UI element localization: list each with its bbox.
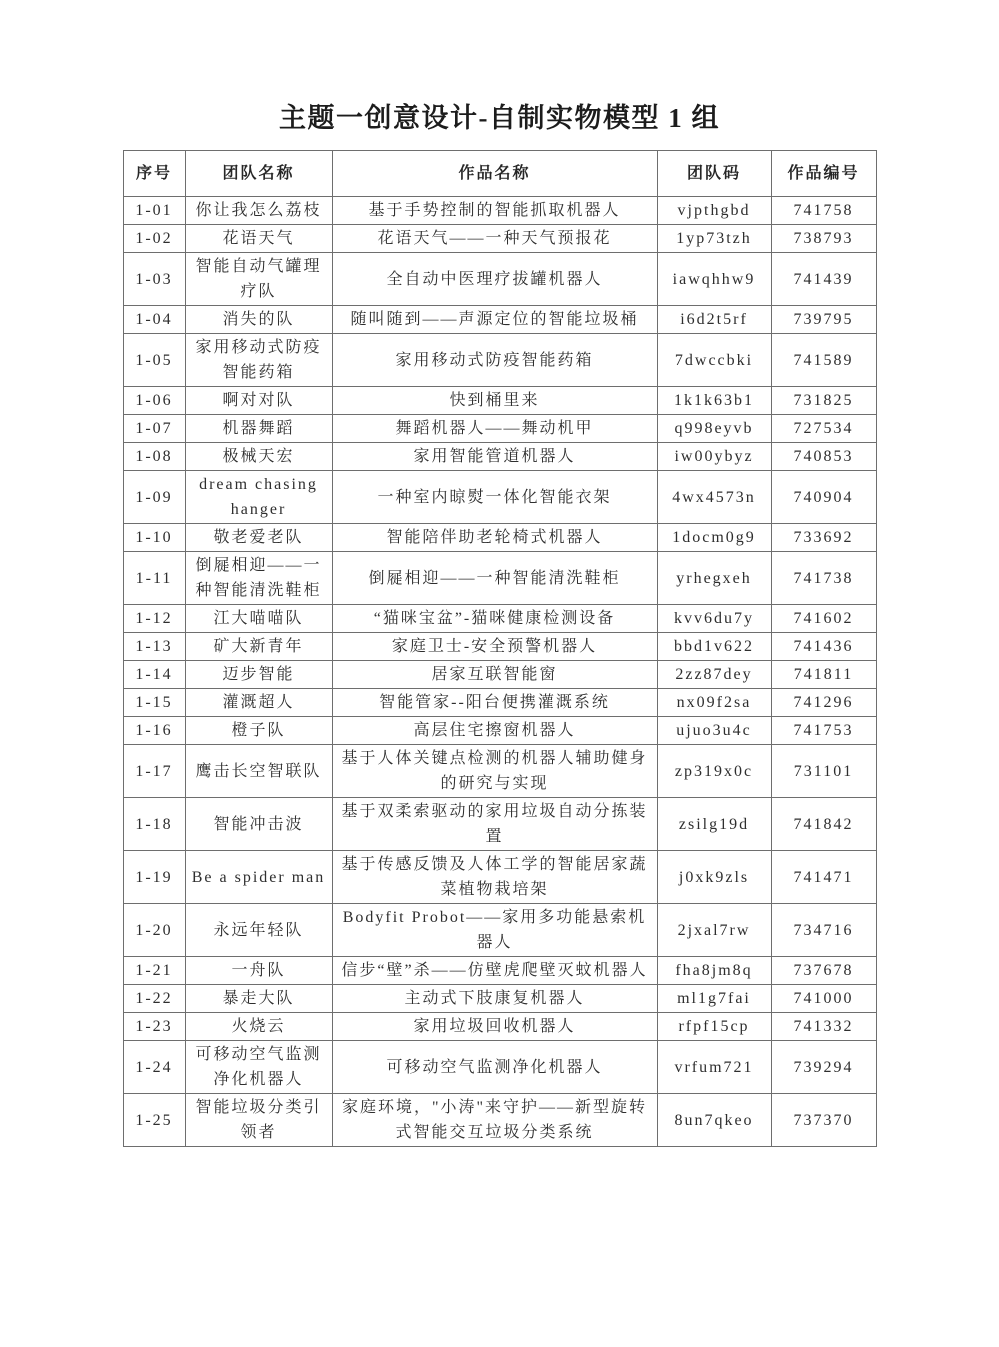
- cell-team-name: 鹰击长空智联队: [185, 745, 332, 798]
- cell-serial-number: 1-15: [123, 689, 185, 717]
- cell-work-number: 733692: [771, 524, 876, 552]
- cell-team-code: zp319x0c: [657, 745, 771, 798]
- cell-work-name: 信步“壁”杀——仿壁虎爬壁灭蚊机器人: [332, 957, 657, 985]
- cell-work-name: 全自动中医理疗拔罐机器人: [332, 253, 657, 306]
- cell-work-number: 741602: [771, 605, 876, 633]
- cell-team-name: 迈步智能: [185, 661, 332, 689]
- table-row: [123, 689, 876, 717]
- cell-serial-number: 1-09: [123, 471, 185, 524]
- cell-serial-number: 1-20: [123, 904, 185, 957]
- cell-work-name: 可移动空气监测净化机器人: [332, 1041, 657, 1094]
- cell-team-code: fha8jm8q: [657, 957, 771, 985]
- table-row: [123, 552, 876, 605]
- cell-work-name: 主动式下肢康复机器人: [332, 985, 657, 1013]
- cell-team-code: ujuo3u4c: [657, 717, 771, 745]
- cell-serial-number: 1-08: [123, 443, 185, 471]
- cell-serial-number: 1-12: [123, 605, 185, 633]
- cell-work-name: 基于传感反馈及人体工学的智能居家蔬菜植物栽培架: [332, 851, 657, 904]
- works-table: [123, 150, 877, 1147]
- cell-serial-number: 1-07: [123, 415, 185, 443]
- table-row: [123, 225, 876, 253]
- cell-work-number: 741811: [771, 661, 876, 689]
- cell-team-code: 4wx4573n: [657, 471, 771, 524]
- table-row: [123, 633, 876, 661]
- cell-work-name: Bodyfit Probot——家用多功能悬索机器人: [332, 904, 657, 957]
- cell-team-name: 啊对对队: [185, 387, 332, 415]
- header-work-number: 作品编号: [771, 151, 876, 197]
- cell-serial-number: 1-18: [123, 798, 185, 851]
- cell-team-code: iw00ybyz: [657, 443, 771, 471]
- table-row: [123, 661, 876, 689]
- table-header-row: [123, 151, 876, 197]
- cell-work-number: 737678: [771, 957, 876, 985]
- cell-team-name: 智能自动气罐理疗队: [185, 253, 332, 306]
- cell-serial-number: 1-16: [123, 717, 185, 745]
- cell-team-code: j0xk9zls: [657, 851, 771, 904]
- cell-team-code: 2jxal7rw: [657, 904, 771, 957]
- cell-work-number: 741296: [771, 689, 876, 717]
- cell-serial-number: 1-25: [123, 1094, 185, 1147]
- table-row: [123, 957, 876, 985]
- cell-serial-number: 1-06: [123, 387, 185, 415]
- cell-serial-number: 1-02: [123, 225, 185, 253]
- table-row: [123, 253, 876, 306]
- table-row: [123, 524, 876, 552]
- cell-work-name: 倒屣相迎——一种智能清洗鞋柜: [332, 552, 657, 605]
- cell-work-name: 家庭环境，"小涛"来守护——新型旋转式智能交互垃圾分类系统: [332, 1094, 657, 1147]
- cell-work-number: 731825: [771, 387, 876, 415]
- cell-team-code: 8un7qkeo: [657, 1094, 771, 1147]
- cell-work-name: 智能陪伴助老轮椅式机器人: [332, 524, 657, 552]
- cell-team-code: nx09f2sa: [657, 689, 771, 717]
- cell-work-number: 740853: [771, 443, 876, 471]
- cell-work-name: 花语天气——一种天气预报花: [332, 225, 657, 253]
- cell-work-number: 741332: [771, 1013, 876, 1041]
- header-work-name: 作品名称: [332, 151, 657, 197]
- cell-team-name: 机器舞蹈: [185, 415, 332, 443]
- cell-work-name: 智能管家--阳台便携灌溉系统: [332, 689, 657, 717]
- cell-team-code: kvv6du7y: [657, 605, 771, 633]
- table-row: [123, 471, 876, 524]
- page-title: 主题一创意设计-自制实物模型 1 组: [279, 103, 720, 133]
- cell-serial-number: 1-03: [123, 253, 185, 306]
- cell-work-name: 家庭卫士-安全预警机器人: [332, 633, 657, 661]
- table-row: [123, 1094, 876, 1147]
- cell-team-code: 1k1k63b1: [657, 387, 771, 415]
- cell-team-code: vjpthgbd: [657, 197, 771, 225]
- cell-work-number: 741436: [771, 633, 876, 661]
- cell-team-code: i6d2t5rf: [657, 306, 771, 334]
- cell-serial-number: 1-23: [123, 1013, 185, 1041]
- cell-work-name: 基于手势控制的智能抓取机器人: [332, 197, 657, 225]
- cell-serial-number: 1-19: [123, 851, 185, 904]
- cell-serial-number: 1-04: [123, 306, 185, 334]
- cell-team-name: 可移动空气监测净化机器人: [185, 1041, 332, 1094]
- cell-team-code: ml1g7fai: [657, 985, 771, 1013]
- table-row: [123, 306, 876, 334]
- cell-team-code: 1yp73tzh: [657, 225, 771, 253]
- cell-serial-number: 1-17: [123, 745, 185, 798]
- cell-work-name: 家用移动式防疫智能药箱: [332, 334, 657, 387]
- cell-serial-number: 1-05: [123, 334, 185, 387]
- cell-work-name: “猫咪宝盆”-猫咪健康检测设备: [332, 605, 657, 633]
- cell-work-number: 740904: [771, 471, 876, 524]
- cell-work-name: 高层住宅擦窗机器人: [332, 717, 657, 745]
- cell-team-name: 江大喵喵队: [185, 605, 332, 633]
- cell-work-number: 739294: [771, 1041, 876, 1094]
- table-row: [123, 197, 876, 225]
- cell-serial-number: 1-21: [123, 957, 185, 985]
- cell-team-code: zsilg19d: [657, 798, 771, 851]
- cell-work-name: 一种室内晾熨一体化智能衣架: [332, 471, 657, 524]
- cell-work-number: 737370: [771, 1094, 876, 1147]
- cell-team-name: 倒屣相迎——一种智能清洗鞋柜: [185, 552, 332, 605]
- cell-team-code: yrhegxeh: [657, 552, 771, 605]
- table-row: [123, 851, 876, 904]
- table-row: [123, 334, 876, 387]
- header-serial-number: 序号: [123, 151, 185, 197]
- cell-work-number: 741471: [771, 851, 876, 904]
- cell-work-number: 741439: [771, 253, 876, 306]
- cell-work-name: 居家互联智能窗: [332, 661, 657, 689]
- cell-team-name: 智能冲击波: [185, 798, 332, 851]
- table-row: [123, 904, 876, 957]
- cell-team-name: 敬老爱老队: [185, 524, 332, 552]
- cell-work-number: 741758: [771, 197, 876, 225]
- cell-team-name: 暴走大队: [185, 985, 332, 1013]
- cell-serial-number: 1-24: [123, 1041, 185, 1094]
- table-row: [123, 387, 876, 415]
- cell-work-number: 741738: [771, 552, 876, 605]
- cell-work-number: 731101: [771, 745, 876, 798]
- cell-work-name: 舞蹈机器人——舞动机甲: [332, 415, 657, 443]
- cell-work-number: 741000: [771, 985, 876, 1013]
- table-row: [123, 605, 876, 633]
- cell-serial-number: 1-11: [123, 552, 185, 605]
- cell-team-name: 一舟队: [185, 957, 332, 985]
- table-row: [123, 717, 876, 745]
- cell-team-name: Be a spider man: [185, 851, 332, 904]
- cell-team-name: 你让我怎么荔枝: [185, 197, 332, 225]
- cell-work-name: 基于人体关键点检测的机器人辅助健身的研究与实现: [332, 745, 657, 798]
- table-row: [123, 1013, 876, 1041]
- cell-team-name: 智能垃圾分类引领者: [185, 1094, 332, 1147]
- table-row: [123, 798, 876, 851]
- cell-work-name: 家用垃圾回收机器人: [332, 1013, 657, 1041]
- cell-team-name: 家用移动式防疫智能药箱: [185, 334, 332, 387]
- table-body: [123, 197, 876, 1147]
- cell-team-name: 花语天气: [185, 225, 332, 253]
- cell-serial-number: 1-01: [123, 197, 185, 225]
- table-row: [123, 985, 876, 1013]
- cell-team-name: dream chasing hanger: [185, 471, 332, 524]
- cell-team-code: vrfum721: [657, 1041, 771, 1094]
- cell-team-name: 灌溉超人: [185, 689, 332, 717]
- cell-serial-number: 1-13: [123, 633, 185, 661]
- cell-work-number: 727534: [771, 415, 876, 443]
- cell-team-name: 矿大新青年: [185, 633, 332, 661]
- cell-team-code: iawqhhw9: [657, 253, 771, 306]
- table-row: [123, 745, 876, 798]
- cell-work-name: 基于双柔索驱动的家用垃圾自动分拣装置: [332, 798, 657, 851]
- cell-work-number: 741589: [771, 334, 876, 387]
- cell-team-code: bbd1v622: [657, 633, 771, 661]
- cell-team-name: 极械天宏: [185, 443, 332, 471]
- header-team-name: 团队名称: [185, 151, 332, 197]
- cell-work-number: 738793: [771, 225, 876, 253]
- cell-serial-number: 1-22: [123, 985, 185, 1013]
- cell-serial-number: 1-10: [123, 524, 185, 552]
- cell-serial-number: 1-14: [123, 661, 185, 689]
- table-row: [123, 1041, 876, 1094]
- table-row: [123, 443, 876, 471]
- cell-team-name: 消失的队: [185, 306, 332, 334]
- cell-team-name: 永远年轻队: [185, 904, 332, 957]
- cell-work-name: 家用智能管道机器人: [332, 443, 657, 471]
- table-row: [123, 415, 876, 443]
- cell-team-code: 2zz87dey: [657, 661, 771, 689]
- cell-work-name: 快到桶里来: [332, 387, 657, 415]
- cell-team-code: q998eyvb: [657, 415, 771, 443]
- header-team-code: 团队码: [657, 151, 771, 197]
- cell-work-number: 741842: [771, 798, 876, 851]
- cell-team-name: 火烧云: [185, 1013, 332, 1041]
- cell-work-name: 随叫随到——声源定位的智能垃圾桶: [332, 306, 657, 334]
- cell-work-number: 739795: [771, 306, 876, 334]
- cell-team-code: 7dwccbki: [657, 334, 771, 387]
- cell-team-name: 橙子队: [185, 717, 332, 745]
- cell-work-number: 741753: [771, 717, 876, 745]
- cell-team-code: rfpf15cp: [657, 1013, 771, 1041]
- cell-team-code: 1docm0g9: [657, 524, 771, 552]
- cell-work-number: 734716: [771, 904, 876, 957]
